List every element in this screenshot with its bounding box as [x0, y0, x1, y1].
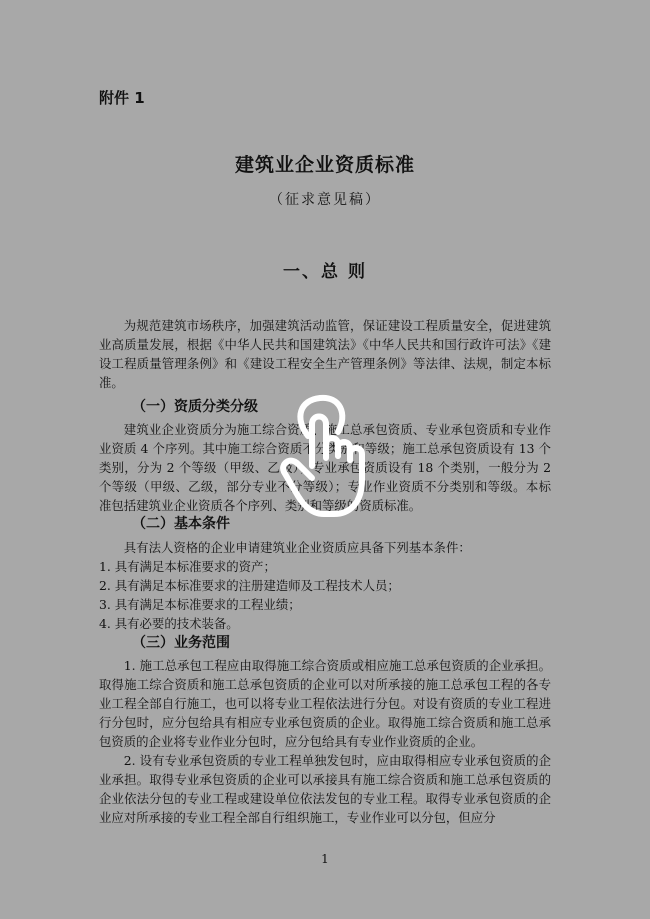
- document-title: 建筑业企业资质标准: [234, 154, 415, 176]
- classification-paragraph: 建筑业企业资质分为施工综合资质、施工总承包资质、专业承包资质和专业作业资质 4 个序列。其中施工综合资质不分类别和等级；施工总承包资质设有 13 个类别，分为 2 个等级（甲级、乙级）；专业承包资质设有 18 个类别，一般分为 2 个等级（甲级、乙级，部分专业不分等级）；专业作业资质不分类别和等级。本标准包括建筑业企业资质各个序列、类别和等级的资质标准。: [99, 422, 551, 513]
- intro-paragraph: [99, 316, 551, 392]
- document-subtitle: （征求意见稿）: [269, 192, 381, 208]
- condition-item: 3. 具有满足本标准要求的工程业绩；: [99, 597, 301, 612]
- section-heading-basic-conditions: （二）基本条件: [132, 516, 230, 532]
- attachment-label: 附件 1: [99, 89, 145, 107]
- condition-item: 4. 具有必要的技术装备。: [99, 616, 239, 631]
- hand-pointer-icon: [272, 392, 380, 524]
- condition-item: 2. 具有满足本标准要求的注册建造师及工程技术人员；: [99, 578, 400, 593]
- section-heading-scope: （三）业务范围: [132, 635, 230, 651]
- section-basic-conditions-body: [99, 538, 551, 633]
- scope-paragraph-1: 1. 施工总承包工程应由取得施工综合资质或相应施工总承包资质的企业承担。取得施工综合资质和施工总承包资质的企业可以对所承接的施工总承包工程的各专业工程全部自行施工，也可以将专业工程依法进行分包。对设有资质的专业工程进行分包时，应分包给具有相应专业承包资质的企业。取得施工综合资质和施工总承包资质的企业将专业作业分包时，应分包给具有专业作业资质的企业。: [99, 658, 551, 749]
- page-number: 1: [321, 852, 329, 866]
- chapter-title: 一、总 则: [283, 262, 367, 282]
- section-scope-body: [99, 656, 551, 827]
- scope-paragraph-2: 2. 设有专业承包资质的专业工程单独发包时，应由取得相应专业承包资质的企业承担。取得专业承包资质的企业可以承接具有施工综合资质和施工总承包资质的企业依法分包的专业工程或建设单位依法发包的专业工程。取得专业承包资质的企业应对所承接的专业工程全部自行组织施工，专业作业可以分包，但应分: [99, 753, 551, 825]
- basic-conditions-lead: 具有法人资格的企业申请建筑业企业资质应具备下列基本条件：: [123, 540, 471, 555]
- condition-item: 1. 具有满足本标准要求的资产；: [99, 559, 276, 574]
- intro-text: 为规范建筑市场秩序，加强建筑活动监管，保证建设工程质量安全，促进建筑业高质量发展，根据《中华人民共和国建筑法》《中华人民共和国行政许可法》《建设工程质量管理条例》和《建设工程安全生产管理条例》等法律、法规，制定本标准。: [99, 318, 551, 390]
- section-heading-classification: （一）资质分类分级: [132, 399, 258, 415]
